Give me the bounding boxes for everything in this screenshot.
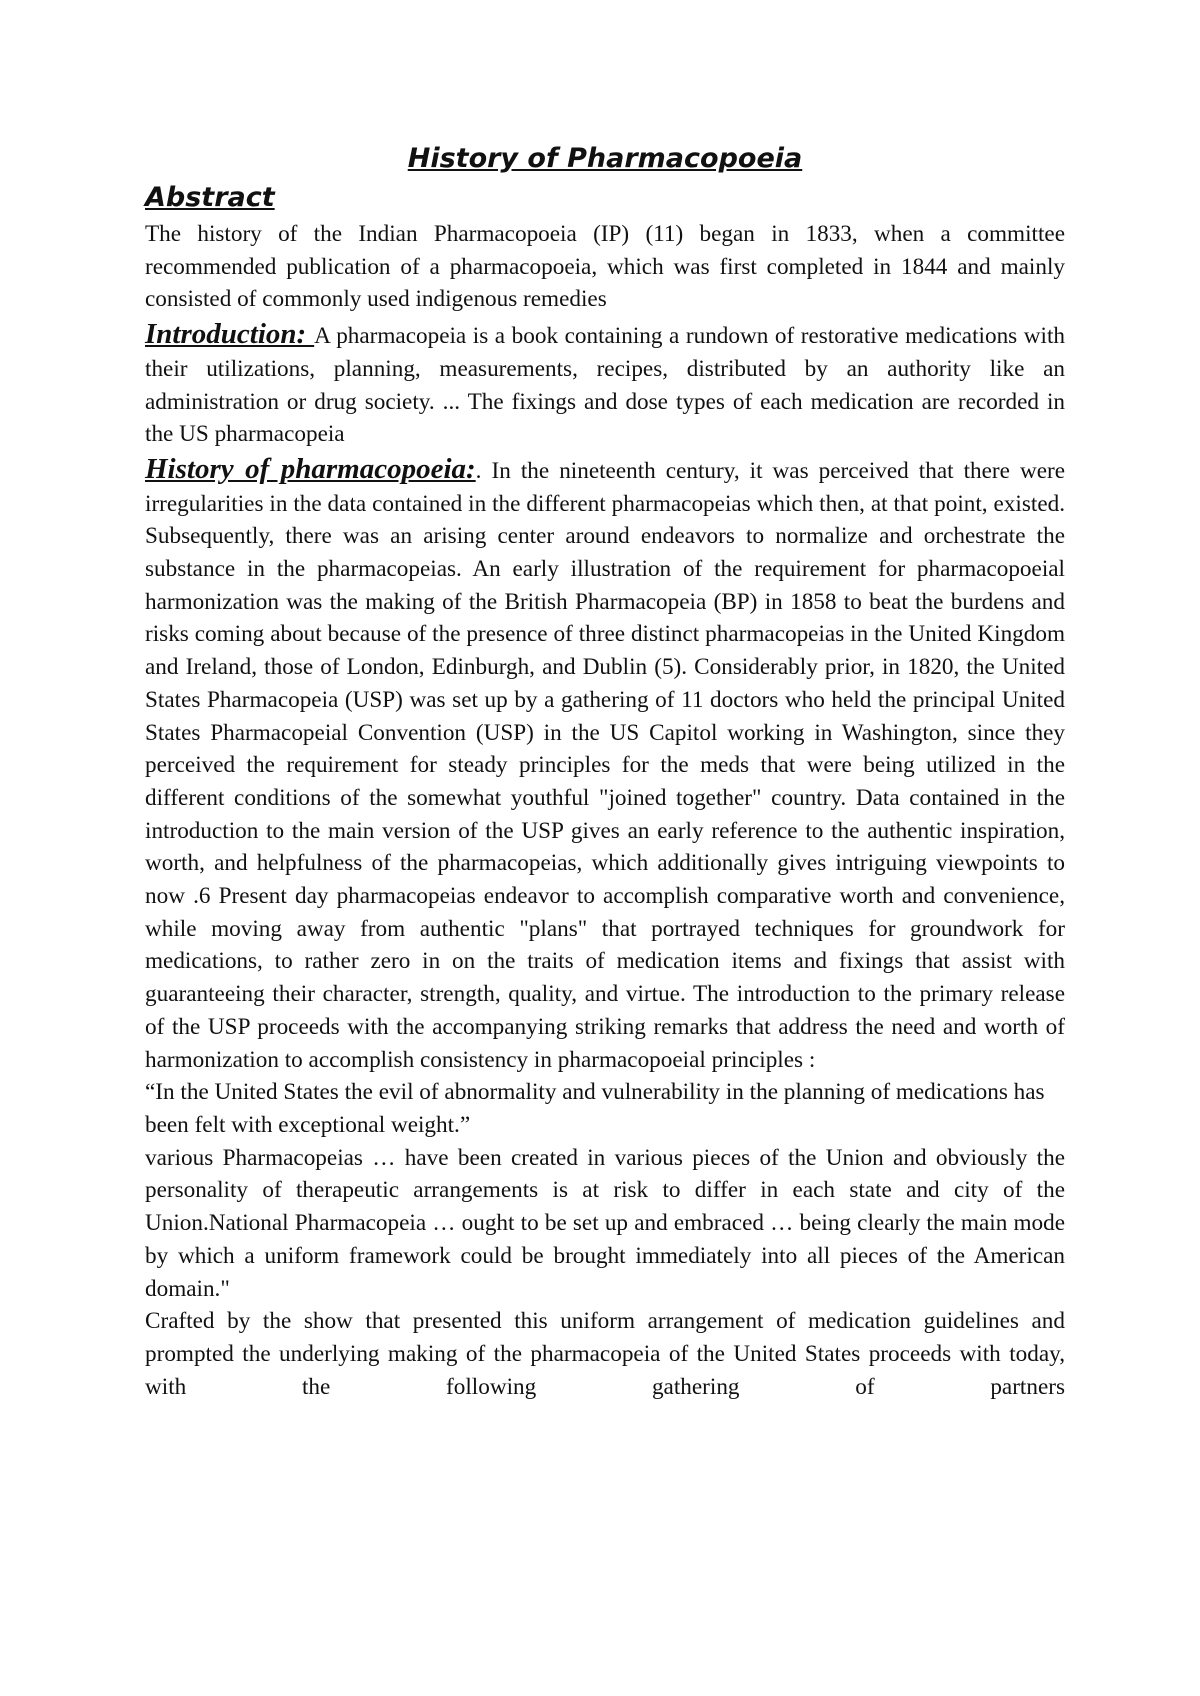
history-text: . In the nineteenth century, it was perceived that there were irregularities in the data contained in the different pharmacopeias which then, at that point, existed. Subsequently, there was an arising center around endeavors to normalize and orchestrate the substance in the pharmacopeias. An early illustration of the requirement for pharmacopoeial harmonization was the making of the British Pharmacopeia (BP) in 1858 to beat the burdens and risks coming about because of the presence of three distinct pharmacopeias in the United Kingdom and Ireland, those of London, Edinburgh, and Dublin (5). Considerably prior, in 1820, the United States Pharmacopeia (USP) was set up by a gathering of 11 doctors who held the principal United States Pharmacopeial Convention (USP) in the US Capitol working in Washington, since they perceived the requirement for steady principles for the meds that were being utilized in the different conditions of the somewhat youthful "joined together" country. Data contained in the introduction to the main version of the USP gives an early reference to the authentic inspiration, worth, and helpfulness of the pharmacopeias, which additionally gives intriguing viewpoints to now .6 Present day pharmacopeias endeavor to accomplish comparative worth and convenience, while moving away from authentic "plans" that portrayed techniques for groundwork for medications, to rather zero in on the traits of medication items and fixings that assist with guaranteeing their character, strength, quality, and virtue. The introduction to the primary release of the USP proceeds with the accompanying striking remarks that address the need and worth of harmonization to accomplish consistency in pharmacopoeial principles : — [145, 457, 1065, 1073]
abstract-heading: Abstract — [145, 182, 275, 213]
abstract-paragraph: The history of the Indian Pharmacopoeia (IP) (11) began in 1833, when a committee recommended publication of a pharmacopoeia, which was first completed in 1844 and mainly consisted of commonly used indigenous remedies — [145, 221, 1065, 313]
document-title: History of Pharmacopoeia — [407, 143, 803, 174]
document-page — [145, 140, 1065, 1403]
various-paragraph: various Pharmacopeias … have been created in various pieces of the Union and obviously the personality of therapeutic arrangements is at risk to differ in each state and city of the Union.National Pharmacopeia … ought to be set up and embraced … being clearly the main mode by which a uniform framework could be brought immediately into all pieces of the American domain." — [145, 1144, 1065, 1302]
history-paragraph — [145, 453, 1065, 1076]
quote-paragraph: “In the United States the evil of abnormality and vulnerability in the planning of medications has been felt with exceptional weight.” — [145, 1079, 1045, 1138]
crafted-paragraph: Crafted by the show that presented this uniform arrangement of medication guidelines and prompted the underlying making of the pharmacopeia of the United States proceeds with today, with the following gathering of partners — [145, 1308, 1065, 1400]
introduction-heading: Introduction: — [145, 318, 315, 351]
introduction-paragraph — [145, 318, 1065, 451]
introduction-text: A pharmacopeia is a book containing a rundown of restorative medications with their utilizations, planning, measurements, recipes, distributed by an authority like an administration or drug society. ... The fixings and dose types of each medication are recorded in the US pharmacopeia — [145, 323, 1065, 448]
history-heading: History of pharmacopoeia: — [145, 452, 476, 485]
